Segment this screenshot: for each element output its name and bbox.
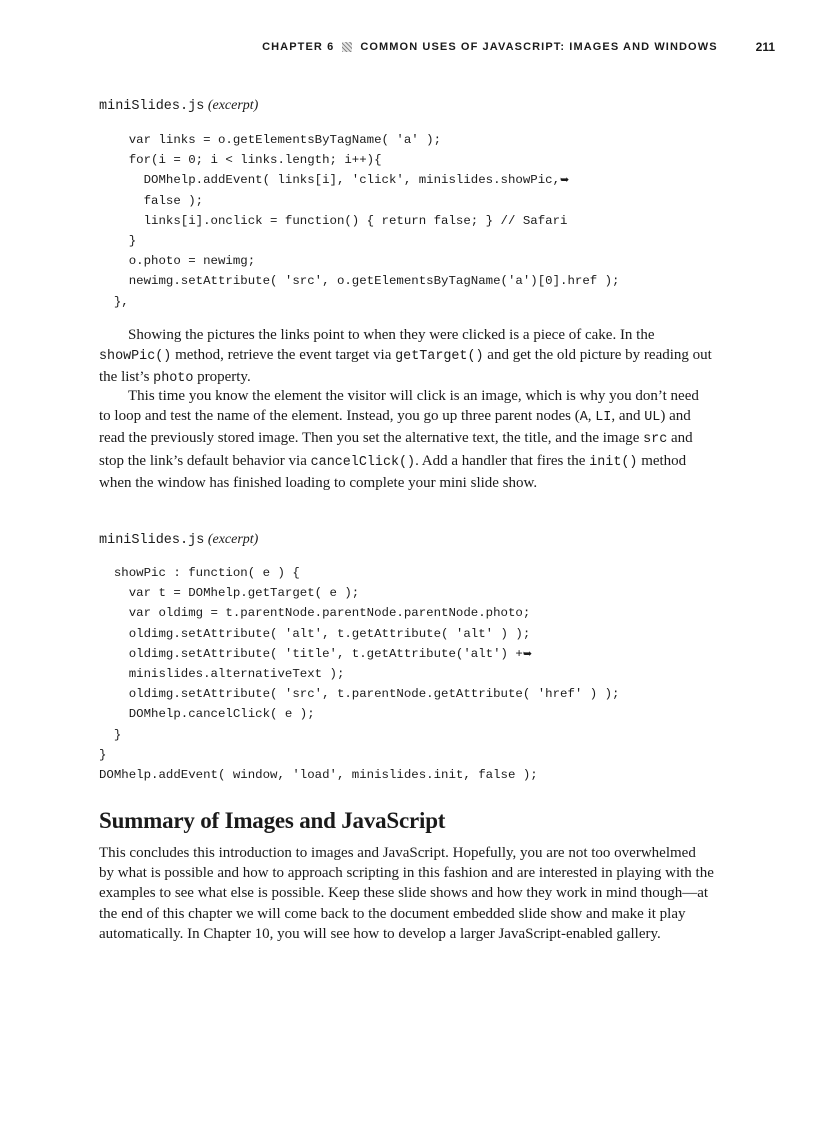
text-run: method, retrieve the event target via — [171, 347, 396, 364]
inline-code: photo — [153, 371, 194, 387]
code-line: var links = o.getElementsByTagName( 'a' ); — [99, 133, 442, 147]
text-run: method when the window has finished loading to complete your mini slide show. — [99, 452, 687, 491]
code-line: } — [99, 747, 107, 762]
text-run: property. — [193, 369, 251, 386]
code-listing-2 — [99, 563, 620, 785]
body-paragraph — [99, 325, 714, 390]
inline-code: src — [643, 432, 668, 448]
listing-file-name: miniSlides.js — [99, 99, 205, 114]
code-line: var t = DOMhelp.getTarget( e ); — [99, 586, 360, 601]
text-run: and get the old picture by reading out the list’s — [99, 347, 712, 386]
inline-code: UL — [644, 410, 661, 426]
code-line: showPic : function( e ) { — [99, 566, 300, 580]
inline-code: getTarget() — [395, 349, 484, 365]
inline-code: A — [579, 410, 588, 426]
code-line — [99, 170, 620, 190]
code-line: o.photo = newimg; — [99, 254, 256, 269]
code-line: } — [99, 233, 137, 248]
listing-file-name: miniSlides.js — [99, 533, 205, 548]
text-run: This time you know the element the visitor will click is an image, which is why you don’t need to loop and test the name of the element. Instead, you go up three parent nodes ( — [99, 388, 699, 425]
chapter-label: CHAPTER 6 — [262, 41, 335, 53]
text-run: , — [587, 408, 596, 425]
section-body-paragraph: This concludes this introduction to images and JavaScript. Hopefully, you are not too overwhelmed by what is possible and how to approach scripting in this fashion and are interested in playing with the examples to see what else is possible. Keep these slide shows and how they work in mind though—at the end of this chapter we will come back to the document embedded slide show and make it play automatically. In Chapter 10, you will see how to develop a larger JavaScript-enabled gallery. — [99, 845, 714, 942]
chapter-title: COMMON USES OF JAVASCRIPT: IMAGES AND WINDOWS — [360, 41, 718, 53]
code-line: DOMhelp.addEvent( window, 'load', minislides.init, false ); — [99, 767, 538, 782]
code-line: } — [99, 727, 122, 742]
section-heading: Summary of Images and JavaScript — [99, 808, 446, 833]
code-line: oldimg.setAttribute( 'alt', t.getAttribute( 'alt' ) ); — [99, 626, 531, 641]
code-line: var oldimg = t.parentNode.parentNode.parentNode.photo; — [99, 606, 531, 621]
inline-code: showPic() — [99, 349, 172, 365]
listing-note: (excerpt) — [207, 98, 259, 113]
code-line-text: DOMhelp.addEvent( links[i], 'click', minislides.showPic, — [99, 173, 561, 188]
line-continuation-arrow-icon: ➥ — [522, 646, 533, 660]
text-run: , and — [611, 408, 645, 425]
line-continuation-arrow-icon: ➥ — [560, 173, 570, 187]
code-line-text: oldimg.setAttribute( 'title', t.getAttribute('alt') + — [99, 646, 523, 661]
separator-square-icon — [342, 42, 352, 52]
code-line: for(i = 0; i < links.length; i++){ — [99, 153, 382, 168]
code-line: DOMhelp.cancelClick( e ); — [99, 707, 315, 722]
page-number: 211 — [755, 40, 775, 54]
inline-code: init() — [589, 454, 638, 470]
text-run: ) and read the previously stored image. Then you set the alternative text, the title, and the image — [99, 408, 691, 447]
code-line: newimg.setAttribute( 'src', o.getElementsByTagName('a')[0].href ); — [99, 274, 620, 289]
code-line — [99, 644, 620, 664]
text-run: Showing the pictures the links point to when they were clicked is a piece of cake. In the — [128, 327, 655, 343]
code-line: }, — [99, 294, 129, 309]
inline-code: LI — [595, 410, 612, 426]
code-line: links[i].onclick = function() { return false; } // Safari — [99, 213, 568, 228]
code-line: minislides.alternativeText ); — [99, 666, 345, 681]
text-run: . Add a handler that fires the — [415, 452, 590, 469]
listing-caption-2 — [99, 532, 258, 548]
inline-code: cancelClick() — [310, 454, 416, 470]
running-head — [100, 40, 775, 54]
code-line: oldimg.setAttribute( 'src', t.parentNode.getAttribute( 'href' ) ); — [99, 687, 620, 702]
listing-note: (excerpt) — [207, 532, 259, 547]
listing-caption-1 — [99, 98, 258, 114]
code-listing-1 — [99, 130, 620, 312]
body-paragraph — [99, 386, 714, 493]
text-run: and stop the link’s default behavior via — [99, 430, 693, 469]
code-line: false ); — [99, 193, 204, 208]
